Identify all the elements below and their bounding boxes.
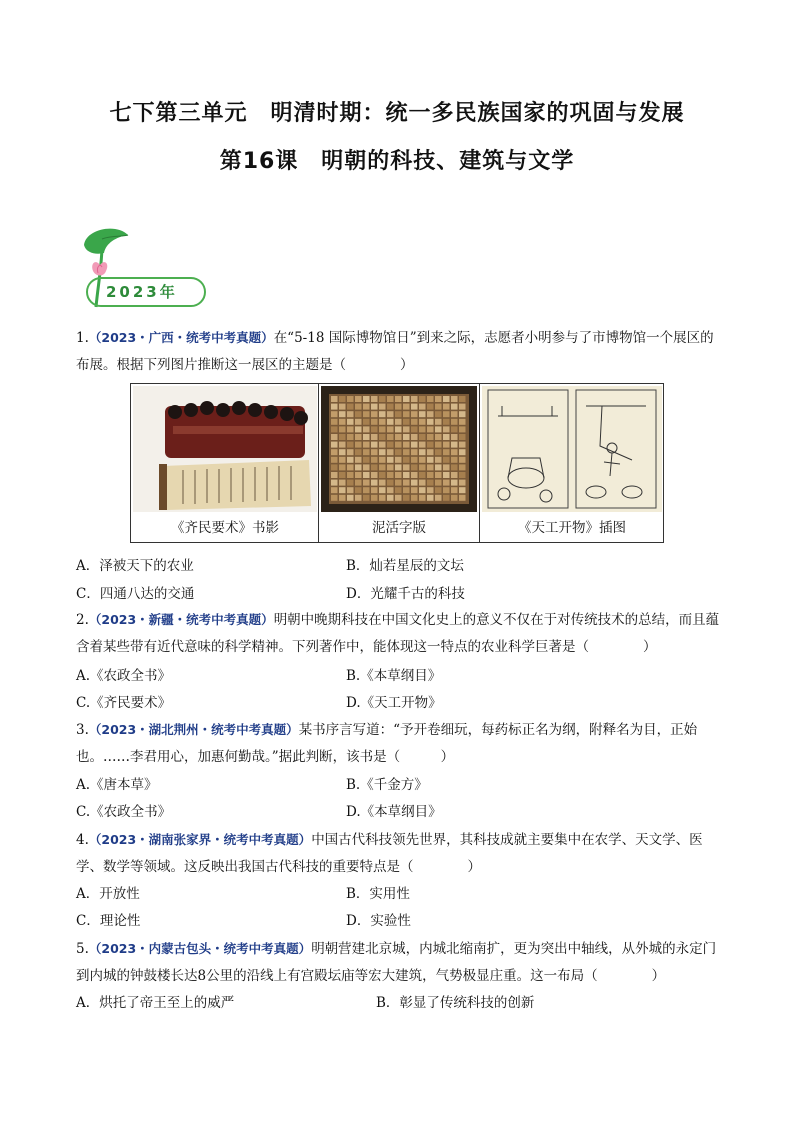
clay-type-block bbox=[427, 404, 434, 410]
clay-type-block bbox=[347, 434, 354, 440]
clay-type-block bbox=[427, 411, 434, 417]
clay-type-block bbox=[371, 487, 378, 493]
clay-type-block bbox=[427, 419, 434, 425]
option-c[interactable]: C.《农政全书》 bbox=[76, 804, 172, 820]
question-stem: 明朝中晚期科技在中国文化史上的意义不仅在于对传统技术的总结，而且蕴含着某些带有近代意味的科学精神。下列著作中，能体现这一特点的农业科学巨著是（ ） bbox=[76, 612, 720, 655]
clay-type-block bbox=[403, 396, 410, 402]
clay-type-block bbox=[459, 426, 466, 432]
clay-type-block bbox=[339, 472, 346, 478]
clay-type-block bbox=[355, 411, 362, 417]
clay-type-block bbox=[363, 495, 370, 501]
clay-type-block bbox=[363, 442, 370, 448]
clay-type-block bbox=[371, 442, 378, 448]
option-c[interactable]: C．四通八达的交通 bbox=[76, 586, 195, 602]
clay-type-block bbox=[347, 472, 354, 478]
question-number: 2. bbox=[76, 612, 89, 628]
clay-type-block bbox=[395, 457, 402, 463]
clay-type-block bbox=[347, 457, 354, 463]
clay-type-block bbox=[411, 426, 418, 432]
clay-type-block bbox=[411, 434, 418, 440]
clay-type-block bbox=[435, 426, 442, 432]
clay-type-block bbox=[411, 419, 418, 425]
clay-type-block bbox=[331, 487, 338, 493]
clay-type-block bbox=[435, 396, 442, 402]
question-stem: 中国古代科技领先世界，其科技成就主要集中在农学、天文学、医学、数学等领域。这反映出我国古代科技的重要特点是（ ） bbox=[76, 832, 703, 875]
clay-type-block bbox=[363, 464, 370, 470]
clay-type-block bbox=[419, 472, 426, 478]
clay-type-block bbox=[435, 464, 442, 470]
clay-type-block bbox=[387, 464, 394, 470]
question-stem: 明朝营建北京城，内城北缩南扩，更为突出中轴线，从外城的永定门到内城的钟鼓楼长达8公里的沿线上有宫殿坛庙等宏大建筑，气势极显庄重。这一布局（ ） bbox=[76, 941, 717, 984]
clay-type-block bbox=[427, 472, 434, 478]
clay-type-block bbox=[403, 480, 410, 486]
clay-type-block bbox=[347, 404, 354, 410]
option-b[interactable]: B．彰显了传统科技的创新 bbox=[376, 995, 535, 1011]
option-b[interactable]: B.《本草纲目》 bbox=[346, 668, 442, 684]
clay-type-block bbox=[435, 434, 442, 440]
clay-type-block bbox=[379, 457, 386, 463]
clay-type-block bbox=[387, 457, 394, 463]
clay-type-block bbox=[459, 480, 466, 486]
clay-type-block bbox=[387, 449, 394, 455]
clay-type-block bbox=[419, 404, 426, 410]
clay-type-block bbox=[459, 472, 466, 478]
clay-type-block bbox=[355, 457, 362, 463]
clay-type-block bbox=[419, 434, 426, 440]
clay-type-block bbox=[451, 419, 458, 425]
clay-type-block bbox=[371, 411, 378, 417]
clay-type-block bbox=[331, 495, 338, 501]
figure-caption: 《天工开物》插图 bbox=[518, 520, 626, 536]
clay-type-block bbox=[363, 449, 370, 455]
clay-type-block bbox=[371, 472, 378, 478]
clay-type-block bbox=[339, 426, 346, 432]
clay-type-block bbox=[427, 396, 434, 402]
clay-type-block bbox=[331, 426, 338, 432]
clay-type-block bbox=[427, 480, 434, 486]
clay-type-block bbox=[387, 472, 394, 478]
clay-type-block bbox=[411, 457, 418, 463]
clay-type-block bbox=[451, 396, 458, 402]
question-4 bbox=[76, 826, 726, 881]
lesson-title: 第16课 明朝的科技、建筑与文学 bbox=[219, 149, 575, 174]
figure-divider bbox=[479, 384, 480, 542]
clay-type-block bbox=[371, 457, 378, 463]
clay-type-block bbox=[355, 426, 362, 432]
clay-type-block bbox=[443, 480, 450, 486]
clay-type-block bbox=[355, 404, 362, 410]
question-source: （2023・广西・统考中考真题） bbox=[88, 330, 274, 345]
clay-type-block bbox=[347, 487, 354, 493]
clay-type-block bbox=[363, 434, 370, 440]
clay-type-block bbox=[331, 419, 338, 425]
clay-type-block bbox=[355, 449, 362, 455]
figure-image-scrolls bbox=[133, 386, 317, 512]
clay-type-block bbox=[379, 449, 386, 455]
clay-type-block bbox=[403, 457, 410, 463]
clay-type-block bbox=[451, 464, 458, 470]
clay-type-block bbox=[339, 464, 346, 470]
clay-type-block bbox=[435, 419, 442, 425]
clay-type-block bbox=[395, 480, 402, 486]
clay-type-block bbox=[379, 472, 386, 478]
clay-type-block bbox=[395, 472, 402, 478]
clay-type-block bbox=[379, 480, 386, 486]
clay-type-block bbox=[411, 480, 418, 486]
clay-type-block bbox=[363, 472, 370, 478]
clay-type-block bbox=[347, 411, 354, 417]
clay-type-block bbox=[419, 449, 426, 455]
clay-type-block bbox=[355, 442, 362, 448]
clay-type-block bbox=[411, 449, 418, 455]
clay-type-block bbox=[371, 404, 378, 410]
clay-type-block bbox=[339, 404, 346, 410]
option-b[interactable]: B.《千金方》 bbox=[346, 777, 428, 793]
clay-type-block bbox=[363, 487, 370, 493]
clay-type-block bbox=[355, 419, 362, 425]
clay-type-block bbox=[355, 472, 362, 478]
clay-type-block bbox=[347, 396, 354, 402]
clay-type-block bbox=[411, 472, 418, 478]
clay-type-block bbox=[339, 419, 346, 425]
clay-type-block bbox=[331, 464, 338, 470]
clay-type-block bbox=[395, 426, 402, 432]
question-stem: 在“5-18 国际博物馆日”到来之际，志愿者小明参与了市博物馆一个展区的布展。根据下列图片推断这一展区的主题是（ ） bbox=[76, 330, 714, 373]
clay-type-block bbox=[395, 396, 402, 402]
clay-type-block bbox=[339, 411, 346, 417]
clay-type-block bbox=[451, 457, 458, 463]
clay-type-block bbox=[435, 480, 442, 486]
clay-type-block bbox=[379, 495, 386, 501]
clay-type-block bbox=[395, 419, 402, 425]
open-scroll bbox=[159, 460, 311, 510]
clay-type-block bbox=[459, 419, 466, 425]
option-c[interactable]: C.《齐民要术》 bbox=[76, 695, 172, 711]
clay-type-block bbox=[427, 457, 434, 463]
figure-caption: 《齐民要术》书影 bbox=[171, 520, 279, 536]
clay-type-block bbox=[419, 426, 426, 432]
question-1-figure bbox=[130, 383, 664, 543]
clay-type-block bbox=[363, 457, 370, 463]
option-c[interactable]: C．理论性 bbox=[76, 913, 141, 929]
clay-type-block bbox=[339, 449, 346, 455]
clay-type-block bbox=[419, 419, 426, 425]
question-number: 4. bbox=[76, 832, 89, 848]
clay-type-block bbox=[331, 449, 338, 455]
clay-type-block bbox=[395, 411, 402, 417]
badge-label: 2023年 bbox=[106, 283, 178, 301]
clay-type-block bbox=[371, 434, 378, 440]
clay-type-block bbox=[379, 404, 386, 410]
clay-type-block bbox=[387, 419, 394, 425]
clay-type-block bbox=[427, 449, 434, 455]
clay-type-block bbox=[371, 396, 378, 402]
option-a[interactable]: A．泽被天下的农业 bbox=[76, 558, 194, 574]
clay-type-block bbox=[331, 472, 338, 478]
clay-type-block bbox=[387, 487, 394, 493]
clay-type-block bbox=[379, 487, 386, 493]
clay-type-block bbox=[419, 442, 426, 448]
clay-type-block bbox=[435, 442, 442, 448]
clay-type-block bbox=[419, 396, 426, 402]
clay-type-block bbox=[419, 480, 426, 486]
clay-type-block bbox=[443, 487, 450, 493]
clay-type-block bbox=[387, 404, 394, 410]
clay-type-block bbox=[451, 434, 458, 440]
question-1 bbox=[76, 324, 726, 379]
question-3 bbox=[76, 716, 726, 771]
clay-type-block bbox=[403, 449, 410, 455]
clay-type-block bbox=[427, 442, 434, 448]
clay-type-block bbox=[451, 495, 458, 501]
clay-type-block bbox=[395, 495, 402, 501]
clay-type-block bbox=[427, 426, 434, 432]
option-d[interactable]: D.《天工开物》 bbox=[346, 695, 442, 711]
clay-type-block bbox=[355, 434, 362, 440]
clay-type-block bbox=[395, 449, 402, 455]
clay-type-block bbox=[459, 464, 466, 470]
figure-image-illustration bbox=[482, 386, 662, 512]
clay-type-block bbox=[379, 411, 386, 417]
clay-type-block bbox=[427, 487, 434, 493]
clay-type-block bbox=[459, 411, 466, 417]
clay-type-block bbox=[331, 434, 338, 440]
clay-type-block bbox=[363, 480, 370, 486]
clay-type-block bbox=[395, 487, 402, 493]
question-source: （2023・湖南张家界・统考中考真题） bbox=[88, 832, 312, 847]
clay-type-block bbox=[347, 426, 354, 432]
scroll-bundle bbox=[165, 401, 308, 458]
question-stem: 某书序言写道：“予开卷细玩，每药标正名为纲，附释名为目，正始也。……李君用心，加惠何勤哉。”据此判断，该书是（ ） bbox=[76, 722, 698, 765]
clay-type-block bbox=[459, 495, 466, 501]
clay-type-block bbox=[379, 419, 386, 425]
clay-type-block bbox=[451, 411, 458, 417]
clay-type-block bbox=[443, 404, 450, 410]
option-a[interactable]: A．烘托了帝王至上的威严 bbox=[76, 995, 235, 1011]
clay-type-block bbox=[403, 464, 410, 470]
clay-type-block bbox=[435, 449, 442, 455]
clay-type-block bbox=[411, 396, 418, 402]
clay-type-block bbox=[419, 487, 426, 493]
clay-type-block bbox=[451, 449, 458, 455]
clay-type-block bbox=[371, 449, 378, 455]
clay-type-block bbox=[443, 419, 450, 425]
clay-type-block bbox=[419, 495, 426, 501]
clay-type-block bbox=[403, 442, 410, 448]
clay-type-block bbox=[331, 411, 338, 417]
question-2 bbox=[76, 606, 726, 661]
figure-caption: 泥活字版 bbox=[372, 520, 426, 536]
clay-type-block bbox=[435, 404, 442, 410]
clay-type-block bbox=[443, 442, 450, 448]
clay-type-block bbox=[355, 495, 362, 501]
clay-type-block bbox=[363, 426, 370, 432]
clay-type-block bbox=[379, 442, 386, 448]
figure-divider bbox=[318, 384, 319, 542]
clay-type-block bbox=[443, 472, 450, 478]
clay-type-block bbox=[435, 472, 442, 478]
clay-type-block bbox=[459, 457, 466, 463]
clay-type-block bbox=[411, 495, 418, 501]
clay-type-block bbox=[387, 396, 394, 402]
clay-type-block bbox=[419, 464, 426, 470]
clay-type-block bbox=[443, 396, 450, 402]
clay-type-block bbox=[371, 464, 378, 470]
clay-type-block bbox=[443, 495, 450, 501]
clay-type-block bbox=[411, 464, 418, 470]
clay-type-block bbox=[459, 404, 466, 410]
question-source: （2023・湖北荆州・统考中考真题） bbox=[88, 722, 299, 737]
clay-type-block bbox=[443, 426, 450, 432]
clay-type-block bbox=[355, 487, 362, 493]
clay-type-block bbox=[339, 457, 346, 463]
clay-type-block bbox=[403, 472, 410, 478]
clay-type-block bbox=[363, 404, 370, 410]
question-source: （2023・新疆・统考中考真题） bbox=[88, 612, 274, 627]
clay-type-block bbox=[347, 442, 354, 448]
clay-type-block bbox=[363, 411, 370, 417]
option-d[interactable]: D．光耀千古的科技 bbox=[346, 586, 465, 602]
clay-type-block bbox=[411, 404, 418, 410]
question-source: （2023・内蒙古包头・统考中考真题） bbox=[88, 941, 312, 956]
clay-type-block bbox=[347, 449, 354, 455]
option-b[interactable]: B．实用性 bbox=[346, 886, 410, 902]
clay-type-block bbox=[403, 419, 410, 425]
clay-type-block bbox=[451, 487, 458, 493]
clay-type-block bbox=[331, 396, 338, 402]
clay-type-block bbox=[355, 396, 362, 402]
clay-type-block bbox=[459, 442, 466, 448]
clay-type-block bbox=[339, 442, 346, 448]
clay-type-block bbox=[339, 487, 346, 493]
clay-type-block bbox=[371, 480, 378, 486]
clay-type-block bbox=[395, 434, 402, 440]
option-d[interactable]: D．实验性 bbox=[346, 913, 411, 929]
clay-type-block bbox=[387, 411, 394, 417]
clay-type-block bbox=[419, 411, 426, 417]
clay-type-block bbox=[443, 464, 450, 470]
clay-type-block bbox=[379, 426, 386, 432]
clay-type-block bbox=[347, 419, 354, 425]
clay-type-block bbox=[411, 487, 418, 493]
clay-type-block bbox=[379, 434, 386, 440]
clay-type-block bbox=[451, 442, 458, 448]
clay-type-block bbox=[331, 404, 338, 410]
clay-type-block bbox=[395, 464, 402, 470]
clay-type-block bbox=[443, 457, 450, 463]
clay-type-block bbox=[363, 396, 370, 402]
clay-type-block bbox=[355, 480, 362, 486]
clay-type-block bbox=[403, 434, 410, 440]
clay-type-block bbox=[435, 487, 442, 493]
option-a[interactable]: A.《唐本草》 bbox=[76, 777, 158, 793]
clay-type-block bbox=[411, 442, 418, 448]
clay-type-block bbox=[379, 396, 386, 402]
clay-type-block bbox=[339, 434, 346, 440]
clay-type-block bbox=[435, 495, 442, 501]
clay-type-block bbox=[419, 457, 426, 463]
clay-type-block bbox=[331, 442, 338, 448]
option-a[interactable]: A.《农政全书》 bbox=[76, 668, 172, 684]
clay-type-block bbox=[427, 495, 434, 501]
clay-type-block bbox=[451, 426, 458, 432]
clay-type-block bbox=[331, 457, 338, 463]
clay-type-block bbox=[459, 396, 466, 402]
clay-type-block bbox=[387, 480, 394, 486]
option-b[interactable]: B．灿若星辰的文坛 bbox=[346, 558, 464, 574]
clay-type-block bbox=[403, 411, 410, 417]
clay-type-block bbox=[371, 426, 378, 432]
clay-type-block bbox=[355, 464, 362, 470]
clay-type-block bbox=[451, 472, 458, 478]
clay-type-block bbox=[387, 442, 394, 448]
clay-type-block bbox=[459, 487, 466, 493]
clay-type-block bbox=[403, 487, 410, 493]
clay-type-block bbox=[411, 411, 418, 417]
clay-type-block bbox=[435, 411, 442, 417]
clay-type-block bbox=[363, 419, 370, 425]
clay-type-block bbox=[387, 495, 394, 501]
clay-type-block bbox=[403, 426, 410, 432]
clay-type-block bbox=[379, 464, 386, 470]
clay-type-block bbox=[443, 411, 450, 417]
clay-type-block bbox=[403, 404, 410, 410]
clay-type-block bbox=[435, 457, 442, 463]
clay-type-block bbox=[443, 449, 450, 455]
clay-type-block bbox=[339, 396, 346, 402]
clay-type-block bbox=[371, 419, 378, 425]
clay-type-block bbox=[451, 480, 458, 486]
question-number: 5. bbox=[76, 941, 89, 957]
clay-type-block bbox=[371, 495, 378, 501]
clay-type-block bbox=[403, 495, 410, 501]
option-a[interactable]: A．开放性 bbox=[76, 886, 140, 902]
clay-type-block bbox=[347, 464, 354, 470]
clay-type-block bbox=[395, 442, 402, 448]
question-5 bbox=[76, 935, 726, 990]
question-number: 1. bbox=[76, 330, 89, 346]
clay-type-block bbox=[347, 495, 354, 501]
clay-type-block bbox=[387, 426, 394, 432]
clay-type-block bbox=[339, 480, 346, 486]
clay-type-block bbox=[395, 404, 402, 410]
year-section-badge bbox=[76, 225, 216, 315]
clay-type-block bbox=[331, 480, 338, 486]
clay-type-block bbox=[443, 434, 450, 440]
clay-type-block bbox=[427, 434, 434, 440]
question-number: 3. bbox=[76, 722, 89, 738]
clay-type-block bbox=[459, 434, 466, 440]
clay-type-block bbox=[451, 404, 458, 410]
option-d[interactable]: D.《本草纲目》 bbox=[346, 804, 442, 820]
clay-type-block bbox=[339, 495, 346, 501]
figure-image-clay-type bbox=[321, 386, 477, 512]
clay-type-block bbox=[427, 464, 434, 470]
clay-type-block bbox=[347, 480, 354, 486]
unit-title: 七下第三单元 明清时期：统一多民族国家的巩固与发展 bbox=[109, 101, 685, 126]
clay-type-block bbox=[459, 449, 466, 455]
clay-type-block bbox=[387, 434, 394, 440]
